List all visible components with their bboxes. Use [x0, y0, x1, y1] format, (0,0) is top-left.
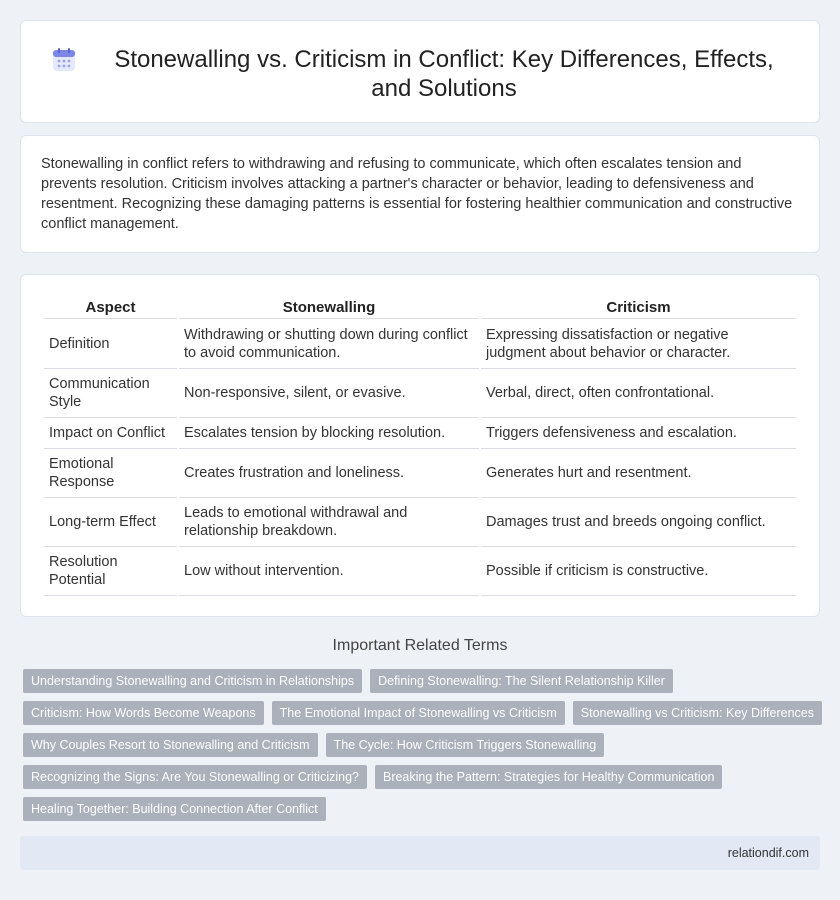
footer: [20, 836, 820, 870]
criticism-cell: Damages trust and breeds ongoing conflict.: [481, 498, 796, 547]
column-header-aspect: Aspect: [44, 295, 177, 319]
related-term-tag[interactable]: Criticism: How Words Become Weapons: [23, 701, 264, 725]
aspect-cell: Emotional Response: [44, 449, 177, 498]
related-term-tag[interactable]: The Cycle: How Criticism Triggers Stonewalling: [326, 733, 605, 757]
calendar-icon: [51, 47, 77, 73]
criticism-cell: Expressing dissatisfaction or negative judgment about behavior or character.: [481, 319, 796, 369]
related-terms-heading: Important Related Terms: [332, 637, 508, 654]
table-row: [44, 319, 796, 369]
intro-card: [20, 135, 820, 253]
table-row: [44, 418, 796, 449]
stonewalling-cell: Leads to emotional withdrawal and relationship breakdown.: [179, 498, 479, 547]
related-term-tag[interactable]: Why Couples Resort to Stonewalling and Criticism: [23, 733, 318, 757]
page-title: Stonewalling vs. Criticism in Conflict: Key Differences, Effects, and Solutions: [114, 46, 774, 102]
footer-site-link[interactable]: relationdif.com: [727, 846, 809, 860]
aspect-cell: Definition: [44, 319, 177, 369]
related-terms-list: [23, 669, 814, 829]
stonewalling-cell: Creates frustration and loneliness.: [179, 449, 479, 498]
aspect-cell: Resolution Potential: [44, 547, 177, 596]
related-term-tag[interactable]: Healing Together: Building Connection After Conflict: [23, 797, 326, 821]
table-row: [44, 498, 796, 547]
stonewalling-cell: Non-responsive, silent, or evasive.: [179, 369, 479, 418]
aspect-cell: Long-term Effect: [44, 498, 177, 547]
intro-text: Stonewalling in conflict refers to withdrawing and refusing to communicate, which often escalates tension and prevents resolution. Criticism involves attacking a partner's character or behavior, leading to defensiveness and resentment. Recognizing these damaging patterns is essential for fostering healthier communication and constructive conflict management.: [41, 156, 793, 232]
table-row: [44, 547, 796, 596]
comparison-table-card: [20, 274, 820, 617]
stonewalling-cell: Escalates tension by blocking resolution.: [179, 418, 479, 449]
stonewalling-cell: Low without intervention.: [179, 547, 479, 596]
table-row: [44, 369, 796, 418]
related-term-tag[interactable]: Understanding Stonewalling and Criticism in Relationships: [23, 669, 362, 693]
criticism-cell: Possible if criticism is constructive.: [481, 547, 796, 596]
column-header-stonewalling: Stonewalling: [179, 295, 479, 319]
related-term-tag[interactable]: Stonewalling vs Criticism: Key Differences: [573, 701, 822, 725]
stonewalling-cell: Withdrawing or shutting down during conflict to avoid communication.: [179, 319, 479, 369]
table-row: [44, 449, 796, 498]
related-term-tag[interactable]: Breaking the Pattern: Strategies for Healthy Communication: [375, 765, 722, 789]
column-header-criticism: Criticism: [481, 295, 796, 319]
criticism-cell: Generates hurt and resentment.: [481, 449, 796, 498]
aspect-cell: Communication Style: [44, 369, 177, 418]
comparison-table: [42, 295, 798, 596]
related-term-tag[interactable]: Defining Stonewalling: The Silent Relationship Killer: [370, 669, 673, 693]
related-term-tag[interactable]: The Emotional Impact of Stonewalling vs Criticism: [272, 701, 565, 725]
criticism-cell: Verbal, direct, often confrontational.: [481, 369, 796, 418]
related-term-tag[interactable]: Recognizing the Signs: Are You Stonewalling or Criticizing?: [23, 765, 367, 789]
header-card: [20, 20, 820, 123]
criticism-cell: Triggers defensiveness and escalation.: [481, 418, 796, 449]
aspect-cell: Impact on Conflict: [44, 418, 177, 449]
table-header-row: [44, 295, 796, 319]
